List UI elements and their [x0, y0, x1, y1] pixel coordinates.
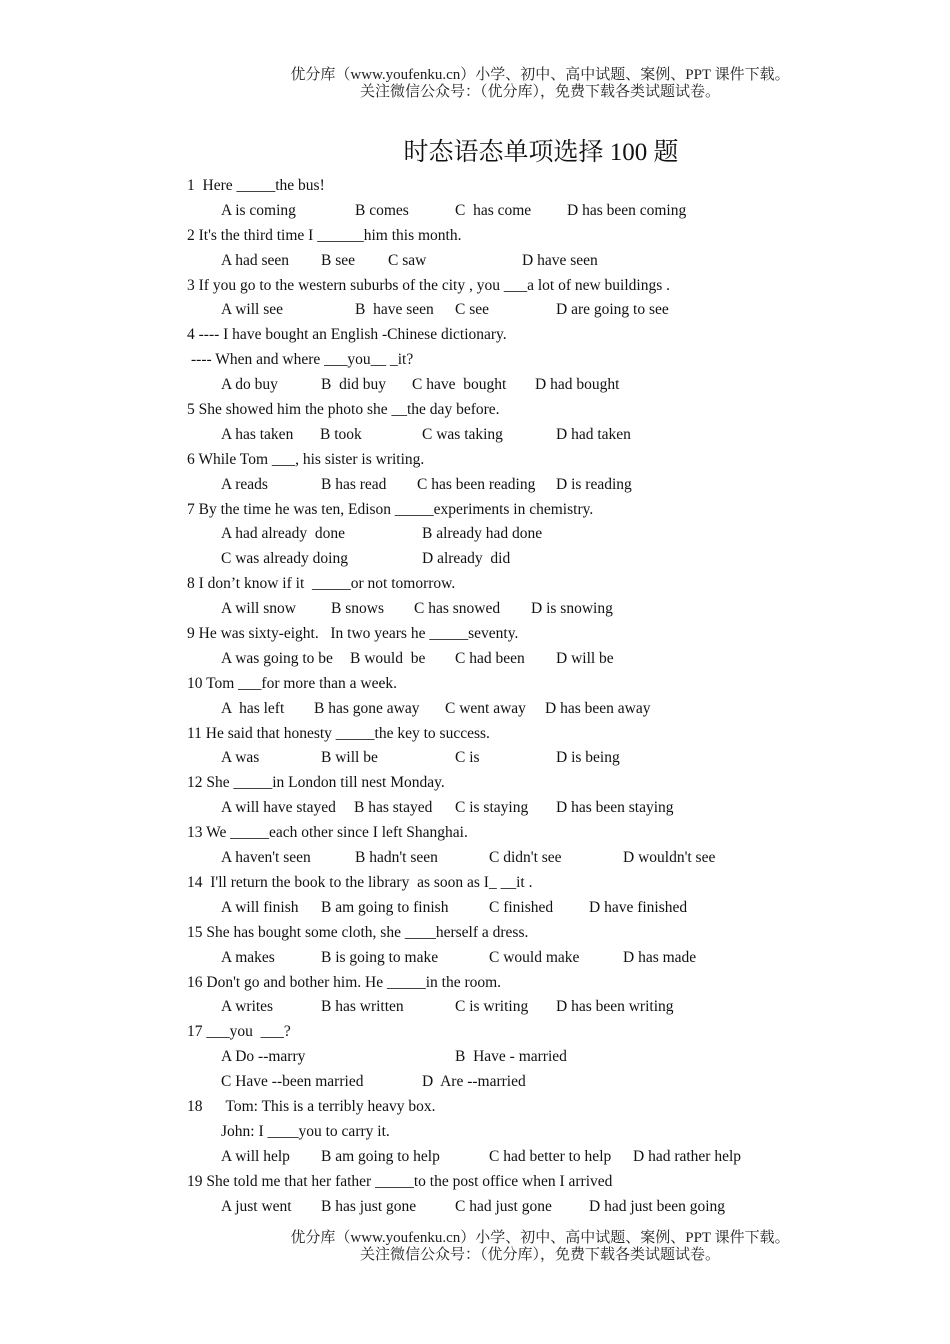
option-choice: B is going to make	[321, 948, 439, 966]
option-choice: C is staying	[455, 799, 529, 817]
options-line	[187, 697, 887, 722]
question-line	[187, 448, 887, 473]
option-choice: C had been	[455, 649, 525, 667]
question-line	[187, 771, 887, 796]
question-line	[187, 622, 887, 647]
options-line	[187, 249, 887, 274]
option-choice: C finished	[489, 898, 554, 916]
option-choice: C has snowed	[414, 600, 501, 618]
option-choice: A will help	[221, 1147, 290, 1165]
option-choice: B comes	[355, 201, 409, 219]
question-line	[187, 971, 887, 996]
question-line	[187, 174, 887, 199]
question-line	[187, 572, 887, 597]
question-text: 12 She _____in London till nest Monday.	[187, 774, 445, 792]
options-line	[187, 423, 887, 448]
options-line	[187, 597, 887, 622]
question-line	[187, 821, 887, 846]
question-text: 9 He was sixty-eight. In two years he _____seventy.	[187, 625, 519, 643]
options-line	[187, 298, 887, 323]
option-choice: C is	[455, 749, 480, 767]
option-choice: B am going to help	[321, 1147, 440, 1165]
option-choice: D has been away	[545, 699, 651, 717]
options-line	[187, 1070, 887, 1095]
option-choice: B would be	[350, 649, 426, 667]
option-choice: C was taking	[422, 425, 503, 443]
option-choice: C see	[455, 301, 490, 319]
option-choice: A reads	[221, 475, 268, 493]
option-choice: C didn't see	[489, 849, 562, 867]
option-choice: B has read	[321, 475, 387, 493]
option-choice: B Have - married	[455, 1048, 567, 1066]
option-choice: B snows	[331, 600, 384, 618]
question-text: 19 She told me that her father _____to the post office when I arrived	[187, 1172, 613, 1190]
question-line	[187, 224, 887, 249]
option-choice: A writes	[221, 998, 274, 1016]
question-line	[187, 672, 887, 697]
option-choice: B has just gone	[321, 1197, 417, 1215]
option-choice: D had just been going	[589, 1197, 726, 1215]
option-choice: A has taken	[221, 425, 294, 443]
question-text: 2 It's the third time I ______him this month.	[187, 226, 462, 244]
options-line	[187, 796, 887, 821]
options-line	[187, 373, 887, 398]
question-text: 5 She showed him the photo she __the day before.	[187, 401, 500, 419]
option-choice: A will have stayed	[221, 799, 336, 817]
options-line	[187, 746, 887, 771]
options-line	[187, 1045, 887, 1070]
option-choice: D are going to see	[556, 301, 669, 319]
option-choice: D had taken	[556, 425, 631, 443]
option-choice: A had seen	[221, 251, 290, 269]
question-line	[187, 498, 887, 523]
option-choice: C had just gone	[455, 1197, 552, 1215]
option-choice: D is being	[556, 749, 620, 767]
options-line	[187, 995, 887, 1020]
options-line	[187, 1145, 887, 1170]
question-text: 18 Tom: This is a terribly heavy box.	[187, 1097, 436, 1115]
option-choice: D wouldn't see	[623, 849, 716, 867]
question-line	[187, 1170, 887, 1195]
option-choice: D have finished	[589, 898, 688, 916]
options-line	[187, 199, 887, 224]
option-choice: A haven't seen	[221, 849, 311, 867]
option-choice: C was already doing	[221, 550, 348, 568]
option-choice: C saw	[388, 251, 427, 269]
option-choice: D has made	[623, 948, 697, 966]
option-choice: D has been coming	[567, 201, 687, 219]
options-line	[187, 896, 887, 921]
option-choice: B has stayed	[354, 799, 433, 817]
option-choice: C would make	[489, 948, 580, 966]
question-text: 11 He said that honesty _____the key to success.	[187, 724, 490, 742]
option-choice: C has come	[455, 201, 532, 219]
option-choice: A is coming	[221, 201, 296, 219]
option-choice: A just went	[221, 1197, 292, 1215]
option-choice: D had bought	[535, 376, 620, 394]
option-choice: C have bought	[412, 376, 507, 394]
option-choice: D has been staying	[556, 799, 674, 817]
header-line-2: 关注微信公众号：（优分库），免费下载各类试题试卷。	[359, 84, 720, 100]
option-choice: D has been writing	[556, 998, 674, 1016]
question-line	[187, 348, 887, 373]
question-text: 15 She has bought some cloth, she ____herself a dress.	[187, 923, 529, 941]
question-text: 3 If you go to the western suburbs of the city , you ___a lot of new buildings .	[187, 276, 671, 294]
footer-line-1: 优分库（www.youfenku.cn）小学、初中、高中试题、案例、PPT 课件下载。	[290, 1230, 790, 1246]
question-text: ---- When and where ___you__ _it?	[191, 351, 414, 369]
option-choice: B has gone away	[314, 699, 420, 717]
option-choice: B has written	[321, 998, 404, 1016]
question-line	[187, 1095, 887, 1120]
question-text: 4 ---- I have bought an English -Chinese dictionary.	[187, 326, 507, 344]
option-choice: B will be	[321, 749, 378, 767]
question-text: 7 By the time he was ten, Edison _____experiments in chemistry.	[187, 500, 594, 518]
option-choice: B took	[320, 425, 362, 443]
option-choice: C went away	[445, 699, 526, 717]
option-choice: A has left	[221, 699, 285, 717]
question-text: 17 ___you ___?	[187, 1023, 291, 1041]
option-choice: B am going to finish	[321, 898, 449, 916]
footer-line-2: 关注微信公众号：（优分库），免费下载各类试题试卷。	[359, 1247, 720, 1263]
question-line	[187, 398, 887, 423]
question-line	[187, 1020, 887, 1045]
option-choice: A was going to be	[221, 649, 333, 667]
option-choice: D is reading	[556, 475, 632, 493]
question-line	[187, 1120, 887, 1145]
options-line	[187, 473, 887, 498]
options-line	[187, 1195, 887, 1220]
option-choice: B have seen	[355, 301, 434, 319]
option-choice: C has been reading	[417, 475, 536, 493]
option-choice: A do buy	[221, 376, 278, 394]
question-line	[187, 722, 887, 747]
option-choice: C Have --been married	[221, 1073, 364, 1091]
options-line	[187, 846, 887, 871]
options-line	[187, 647, 887, 672]
option-choice: B hadn't seen	[355, 849, 438, 867]
question-list	[187, 174, 887, 1219]
option-choice: A Do --marry	[221, 1048, 306, 1066]
question-text: 1 Here _____the bus!	[187, 177, 325, 194]
option-choice: D already did	[422, 550, 511, 568]
options-line	[187, 547, 887, 572]
option-choice: A will snow	[221, 600, 296, 618]
page-header	[250, 67, 830, 101]
option-choice: D Are --married	[422, 1073, 526, 1091]
document-title: 时态语态单项选择 100 题	[403, 139, 679, 166]
option-choice: C is writing	[455, 998, 529, 1016]
question-line	[187, 323, 887, 348]
option-choice: B see	[321, 251, 356, 269]
question-line	[187, 921, 887, 946]
page-footer	[250, 1230, 830, 1264]
option-choice: B did buy	[321, 376, 387, 394]
question-text: John: I ____you to carry it.	[221, 1122, 390, 1140]
question-text: 8 I don’t know if it _____or not tomorrow.	[187, 575, 456, 593]
question-text: 14 I'll return the book to the library as soon as I_ __it .	[187, 873, 533, 891]
option-choice: C had better to help	[489, 1147, 612, 1165]
option-choice: A had already done	[221, 525, 345, 543]
question-text: 6 While Tom ___, his sister is writing.	[187, 450, 425, 468]
option-choice: A will finish	[221, 898, 299, 916]
option-choice: D will be	[556, 649, 614, 667]
option-choice: D had rather help	[633, 1147, 742, 1165]
options-line	[187, 946, 887, 971]
question-text: 16 Don't go and bother him. He _____in the room.	[187, 973, 502, 991]
question-line	[187, 871, 887, 896]
question-text: 10 Tom ___for more than a week.	[187, 674, 397, 692]
question-line	[187, 274, 887, 299]
options-line	[187, 522, 887, 547]
option-choice: A will see	[221, 301, 283, 319]
header-line-1: 优分库（www.youfenku.cn）小学、初中、高中试题、案例、PPT 课件下载。	[290, 67, 790, 83]
option-choice: D have seen	[522, 251, 598, 269]
question-text: 13 We _____each other since I left Shanghai.	[187, 824, 468, 842]
option-choice: A was	[221, 749, 260, 767]
option-choice: B already had done	[422, 525, 543, 543]
option-choice: D is snowing	[531, 600, 613, 618]
option-choice: A makes	[221, 948, 275, 966]
